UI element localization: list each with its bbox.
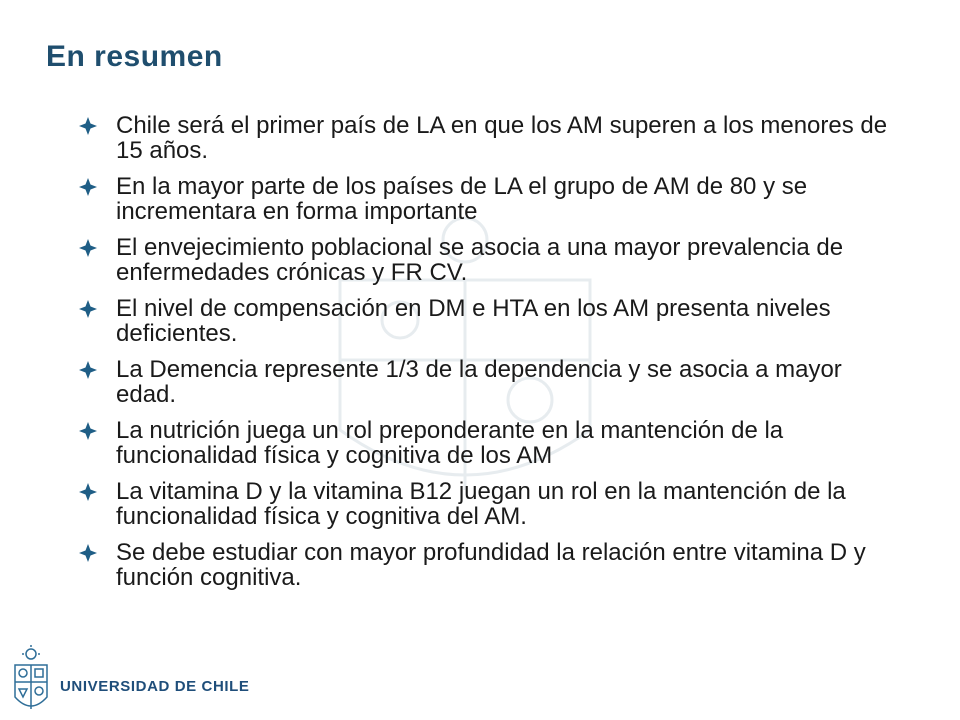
four-point-star-icon [78,177,98,197]
slide-title: En resumen [46,40,223,73]
bullet-text: La Demencia represente 1/3 de la dependencia y se asocia a mayor edad. [116,356,842,408]
bullet-item [78,479,898,529]
four-point-star-icon [78,238,98,258]
four-point-star-icon [78,360,98,380]
bullet-text: En la mayor parte de los países de LA el grupo de AM de 80 y se incrementara en forma importante [116,173,808,225]
summary-bullet-list [78,113,898,601]
bullet-text: El nivel de compensación en DM e HTA en los AM presenta niveles deficientes. [116,295,831,347]
bullet-item [78,174,898,224]
university-name: UNIVERSIDAD DE CHILE [60,678,250,695]
four-point-star-icon [78,482,98,502]
four-point-star-icon [78,421,98,441]
bullet-item [78,113,898,163]
bullet-item [78,357,898,407]
bullet-item [78,235,898,285]
bullet-text: El envejecimiento poblacional se asocia a una mayor prevalencia de enfermedades crónicas y FR CV. [116,234,844,286]
bullet-text: La nutrición juega un rol preponderante en la mantención de la funcionalidad física y cognitiva de los AM [116,417,784,469]
bullet-text: La vitamina D y la vitamina B12 juegan un rol en la mantención de la funcionalidad física y cognitiva del AM. [116,478,846,530]
bullet-text: Chile será el primer país de LA en que los AM superen a los menores de 15 años. [116,112,888,164]
four-point-star-icon [78,116,98,136]
four-point-star-icon [78,299,98,319]
bullet-item [78,296,898,346]
bullet-item [78,540,898,590]
bullet-text: Se debe estudiar con mayor profundidad la relación entre vitamina D y función cognitiva. [116,539,866,591]
university-crest-icon [12,645,50,715]
four-point-star-icon [78,543,98,563]
bullet-item [78,418,898,468]
